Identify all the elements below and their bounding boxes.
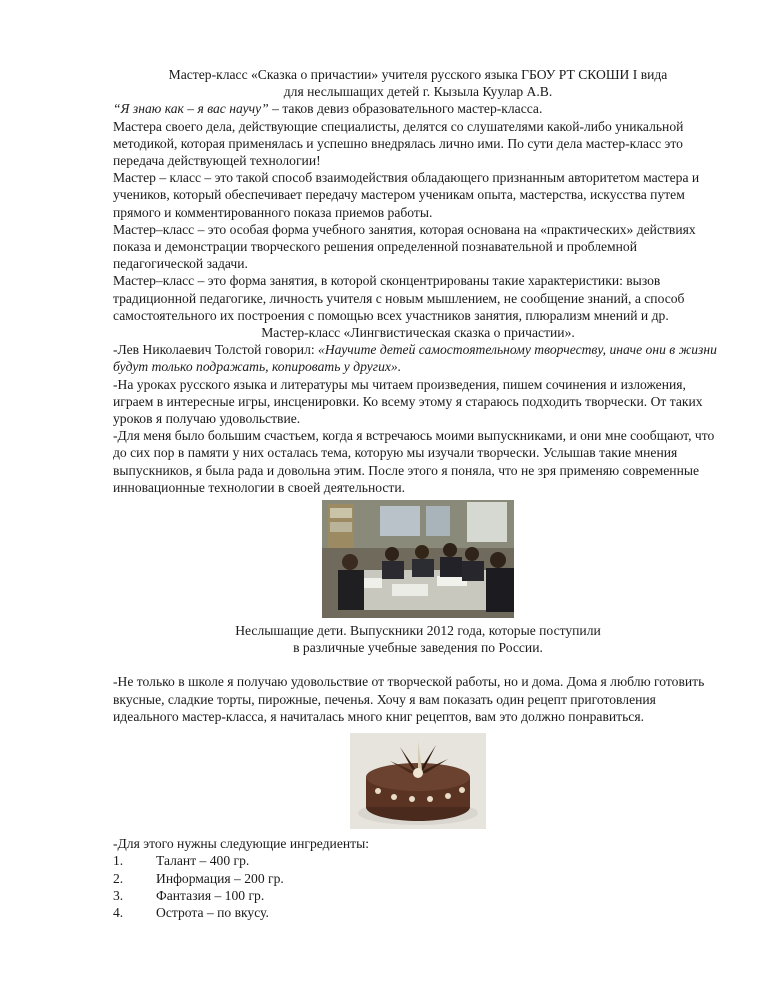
list-item: 1. Талант – 400 гр. xyxy=(113,853,250,869)
tolstoy-lead: -Лев Николаевич Толстой говорил: xyxy=(113,342,319,358)
list-item: 2. Информация – 200 гр. xyxy=(113,870,284,886)
ingredients-intro: -Для этого нужны следующие ингредиенты: xyxy=(113,836,369,852)
paragraph-1: Мастера своего дела, действующие специалисты, делятся со слушателями какой-либо уникальной методикой, которая применялась и успешно внедрялась лично ими. По сути дела мастер-класс это передача действующей технологии! xyxy=(113,118,684,169)
doc-title-line1: Мастер-класс «Сказка о причастии» учителя русского языка ГБОУ РТ СКОШИ I вида xyxy=(168,67,668,82)
paragraph-6: -Для меня было большим счастьем, когда я встречаюсь моими выпускниками, и они мне сообщают, что до сих пор в памяти у них осталась тема, которую мы изучали творчески. Услышав такие мнения выпускников, я была рада и довольна этим. После этого я поняла, что не зря применяю современные инновационные технологии в своей деятельности. xyxy=(113,428,715,495)
cake-photo xyxy=(350,733,486,829)
motto-rest: – таков девиз образовательного мастер-класса. xyxy=(268,101,543,117)
photo-caption-line2: в различные учебные заведения по России. xyxy=(293,640,543,656)
motto-paragraph xyxy=(113,100,723,117)
graduates-photo xyxy=(322,500,514,618)
motto-quote: “Я знаю как – я вас научу” xyxy=(113,101,269,117)
paragraph-7: -Не только в школе я получаю удовольствие от творческой работы, но и дома. Дома я люблю готовить вкусные, сладкие торты, пирожные, печенья. Хочу я вам показать один рецепт приготовления идеального мастер-класса, я начиталась много книг рецептов, вам это должно понравиться. xyxy=(113,674,705,724)
tolstoy-quote: «Научите детей самостоятельному творчеству, иначе они в жизни будут только подражать, копировать у других». xyxy=(113,342,717,375)
paragraph-5: -На уроках русского языка и литературы мы читаем произведения, пишем сочинения и изложения, играем в интересные игры, инсценировки. Ко всему этому я стараюсь подходить творчески. От таких уроков я получаю удовольствие. xyxy=(113,376,703,427)
list-item: 3. Фантазия – 100 гр. xyxy=(113,887,265,903)
photo-caption-line1: Неслышащие дети. Выпускники 2012 года, которые поступили xyxy=(235,623,601,639)
paragraph-2: Мастер – класс – это такой способ взаимодействия обладающего признанным авторитетом мастера и учеников, который обеспечивает передачу мастером ученикам опыта, мастерства, искусства путем прямого и комментированного показа приемов работы. xyxy=(113,170,700,220)
paragraph-4: Мастер–класс – это форма занятия, в которой сконцентрированы такие характеристики: вызов традиционной педагогике, личность учителя с новым мышлением, не сообщение знаний, а способ самостоятельного их построения с помощью всех участников занятия, плюрализм мнений и др. xyxy=(113,273,685,323)
document-page xyxy=(113,66,723,921)
paragraph-3: Мастер–класс – это особая форма учебного занятия, которая основана на «практических» действиях показа и демонстрации творческого решения определенной познавательной и проблемной педагогической задачи. xyxy=(113,221,696,272)
list-item: 4. Острота – по вкусу. xyxy=(113,904,269,920)
section-title: Мастер-класс «Лингвистическая сказка о причастии». xyxy=(261,325,575,341)
doc-title-line2: для неслышащих детей г. Кызыла Куулар А.В. xyxy=(283,84,553,100)
tolstoy-paragraph xyxy=(113,341,723,375)
ingredients-list xyxy=(113,852,723,921)
